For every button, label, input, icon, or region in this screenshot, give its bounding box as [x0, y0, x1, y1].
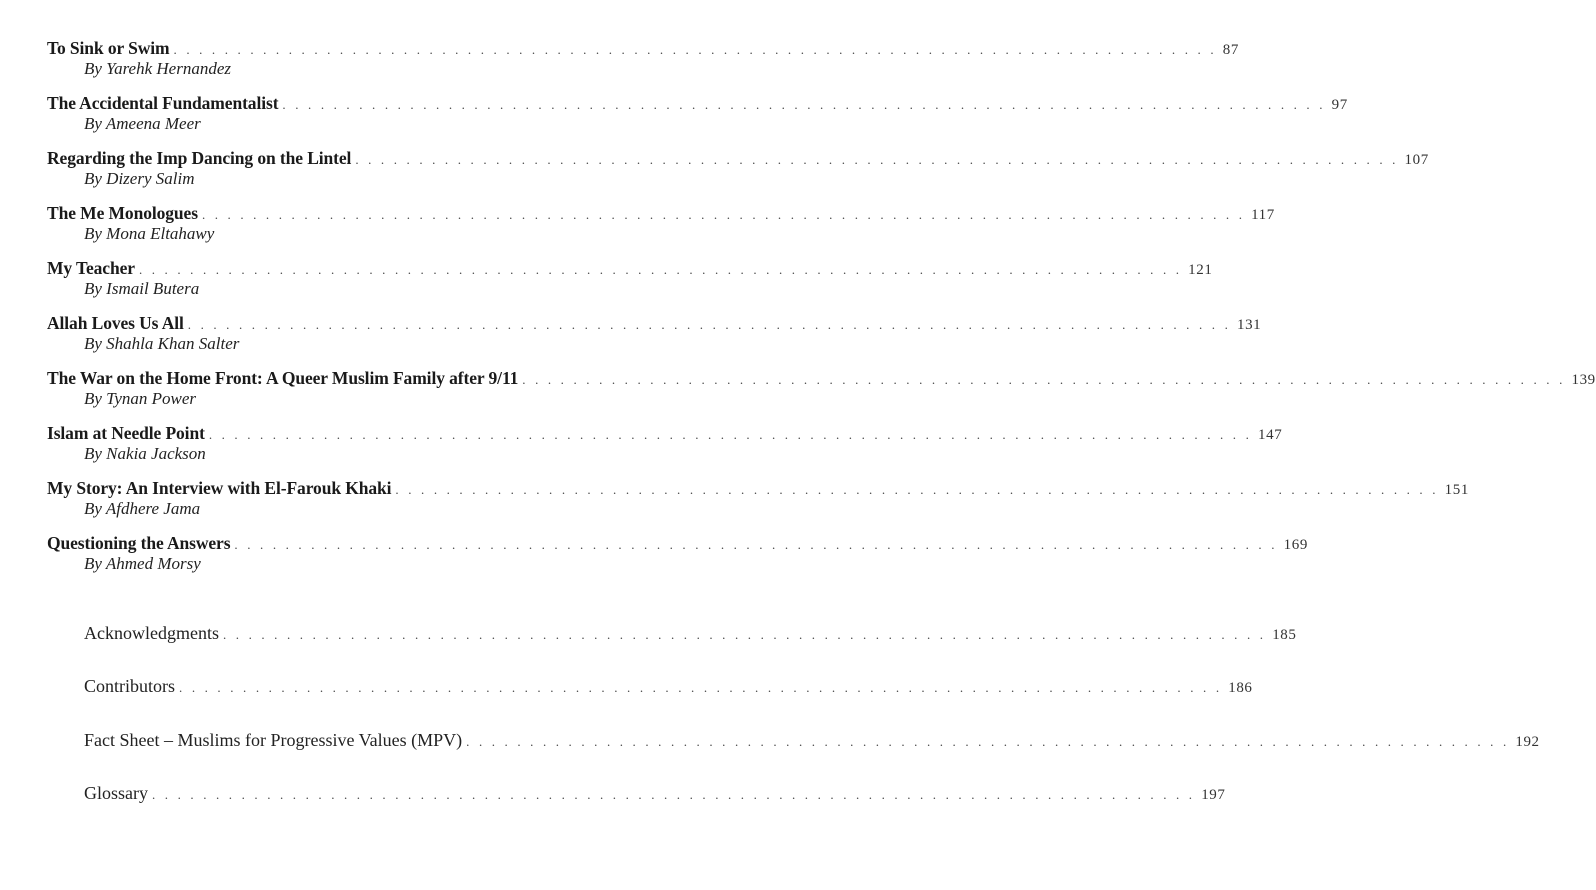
- page-number: 147: [1258, 427, 1283, 443]
- dot-leader: . . . . . . . . . . . . . . . . . . . . . . . . . . . . . . . . . . . . . . . . . . . . . . . . . . . . . . . . . . . . . . . . . . . . . . . . . . . . . . . . . .: [522, 372, 1566, 387]
- toc-entry[interactable]: [47, 311, 1262, 366]
- toc-entry[interactable]: [47, 36, 1239, 91]
- dot-leader: . . . . . . . . . . . . . . . . . . . . . . . . . . . . . . . . . . . . . . . . . . . . . . . . . . . . . . . . . . . . . . . . . . . . . . . . . . . . . . . . . .: [173, 42, 1217, 57]
- back-matter-line: [84, 674, 1253, 698]
- entry-author: By Ameena Meer: [84, 114, 201, 133]
- entry-author: By Shahla Khan Salter: [84, 334, 240, 353]
- toc-entry-line: [47, 36, 1239, 60]
- back-matter-line: [84, 728, 1540, 752]
- page-number: 97: [1331, 97, 1348, 113]
- page-number: 139: [1571, 372, 1596, 388]
- toc-entry-line: [47, 421, 1283, 445]
- page-number: 117: [1251, 207, 1275, 223]
- entry-title: Islam at Needle Point: [47, 423, 205, 443]
- entry-author: By Dizery Salim: [84, 169, 195, 188]
- dot-leader: . . . . . . . . . . . . . . . . . . . . . . . . . . . . . . . . . . . . . . . . . . . . . . . . . . . . . . . . . . . . . . . . . . . . . . . . . . . . . . . . . .: [234, 537, 1278, 552]
- page-number: 151: [1444, 482, 1469, 498]
- toc-entry-line: [47, 256, 1213, 280]
- toc-entry[interactable]: [47, 366, 1596, 421]
- back-matter-contributors[interactable]: [84, 674, 1253, 698]
- entry-title: The Accidental Fundamentalist: [47, 93, 279, 113]
- toc-entry[interactable]: [47, 476, 1469, 531]
- entry-author: By Afdhere Jama: [84, 499, 201, 518]
- back-matter-label: Contributors: [84, 676, 176, 696]
- entry-title: My Story: An Interview with El-Farouk Khaki: [47, 478, 392, 498]
- back-matter-glossary[interactable]: [84, 781, 1226, 805]
- page-number: 186: [1228, 680, 1253, 696]
- dot-leader: . . . . . . . . . . . . . . . . . . . . . . . . . . . . . . . . . . . . . . . . . . . . . . . . . . . . . . . . . . . . . . . . . . . . . . . . . . . . . . . . . .: [282, 97, 1326, 112]
- page-number: 107: [1404, 152, 1429, 168]
- toc-entry-line: [47, 146, 1429, 170]
- dot-leader: . . . . . . . . . . . . . . . . . . . . . . . . . . . . . . . . . . . . . . . . . . . . . . . . . . . . . . . . . . . . . . . . . . . . . . . . . . . . . . . . . .: [395, 482, 1439, 497]
- entry-author: By Tynan Power: [84, 389, 197, 408]
- toc-entry[interactable]: [47, 146, 1429, 201]
- back-matter-fact-sheet[interactable]: [84, 728, 1540, 752]
- back-matter-acknowledgments[interactable]: [84, 621, 1297, 645]
- entry-title: Questioning the Answers: [47, 533, 231, 553]
- toc-entry-line: [47, 201, 1275, 225]
- dot-leader: . . . . . . . . . . . . . . . . . . . . . . . . . . . . . . . . . . . . . . . . . . . . . . . . . . . . . . . . . . . . . . . . . . . . . . . . . . . . . . . . . .: [222, 627, 1267, 642]
- page-number: 197: [1201, 787, 1226, 803]
- toc-entry[interactable]: [47, 531, 1308, 586]
- table-of-contents: [47, 36, 1596, 586]
- entry-author: By Ismail Butera: [84, 279, 200, 298]
- dot-leader: . . . . . . . . . . . . . . . . . . . . . . . . . . . . . . . . . . . . . . . . . . . . . . . . . . . . . . . . . . . . . . . . . . . . . . . . . . . . . . . . . .: [355, 152, 1399, 167]
- back-matter-line: [84, 781, 1226, 805]
- back-matter-line: [84, 621, 1297, 645]
- entry-author: By Mona Eltahawy: [84, 224, 215, 243]
- entry-title: Allah Loves Us All: [47, 313, 184, 333]
- dot-leader: . . . . . . . . . . . . . . . . . . . . . . . . . . . . . . . . . . . . . . . . . . . . . . . . . . . . . . . . . . . . . . . . . . . . . . . . . . . . . . . . . .: [187, 317, 1231, 332]
- toc-entry-line: [47, 311, 1262, 335]
- page-number: 131: [1236, 317, 1262, 333]
- entry-title: The Me Monologues: [47, 203, 198, 223]
- dot-leader: . . . . . . . . . . . . . . . . . . . . . . . . . . . . . . . . . . . . . . . . . . . . . . . . . . . . . . . . . . . . . . . . . . . . . . . . . . . . . . . . . .: [466, 734, 1510, 749]
- back-matter-label: Fact Sheet – Muslims for Progressive Values (MPV): [84, 730, 463, 750]
- dot-leader: . . . . . . . . . . . . . . . . . . . . . . . . . . . . . . . . . . . . . . . . . . . . . . . . . . . . . . . . . . . . . . . . . . . . . . . . . . . . . . . . . .: [179, 680, 1223, 695]
- page-number: 121: [1188, 262, 1213, 278]
- toc-entry[interactable]: [47, 421, 1283, 476]
- page-number: 185: [1272, 627, 1297, 643]
- toc-entry[interactable]: [47, 201, 1275, 256]
- dot-leader: . . . . . . . . . . . . . . . . . . . . . . . . . . . . . . . . . . . . . . . . . . . . . . . . . . . . . . . . . . . . . . . . . . . . . . . . . . . . . . . . . .: [201, 207, 1246, 222]
- dot-leader: . . . . . . . . . . . . . . . . . . . . . . . . . . . . . . . . . . . . . . . . . . . . . . . . . . . . . . . . . . . . . . . . . . . . . . . . . . . . . . . . . .: [152, 787, 1196, 802]
- back-matter-label: Glossary: [84, 783, 148, 803]
- entry-title: To Sink or Swim: [47, 38, 170, 58]
- dot-leader: . . . . . . . . . . . . . . . . . . . . . . . . . . . . . . . . . . . . . . . . . . . . . . . . . . . . . . . . . . . . . . . . . . . . . . . . . . . . . . . . . .: [208, 427, 1253, 442]
- entry-author: By Ahmed Morsy: [84, 554, 201, 573]
- entry-author: By Nakia Jackson: [84, 444, 206, 463]
- entry-title: My Teacher: [47, 258, 135, 278]
- entry-title: The War on the Home Front: A Queer Muslim Family after 9/11: [47, 368, 519, 388]
- toc-entry-line: [47, 366, 1596, 390]
- toc-entry-line: [47, 91, 1348, 115]
- back-matter-label: Acknowledgments: [84, 623, 219, 643]
- page-number: 87: [1222, 42, 1239, 58]
- dot-leader: . . . . . . . . . . . . . . . . . . . . . . . . . . . . . . . . . . . . . . . . . . . . . . . . . . . . . . . . . . . . . . . . . . . . . . . . . . . . . . . . . .: [138, 262, 1183, 277]
- entry-title: Regarding the Imp Dancing on the Lintel: [47, 148, 352, 168]
- toc-entry-line: [47, 476, 1469, 500]
- toc-entry[interactable]: [47, 91, 1348, 146]
- page-number: 192: [1515, 734, 1540, 750]
- entry-author: By Yarehk Hernandez: [84, 59, 231, 78]
- page-number: 169: [1283, 537, 1308, 553]
- toc-entry[interactable]: [47, 256, 1213, 311]
- toc-entry-line: [47, 531, 1308, 555]
